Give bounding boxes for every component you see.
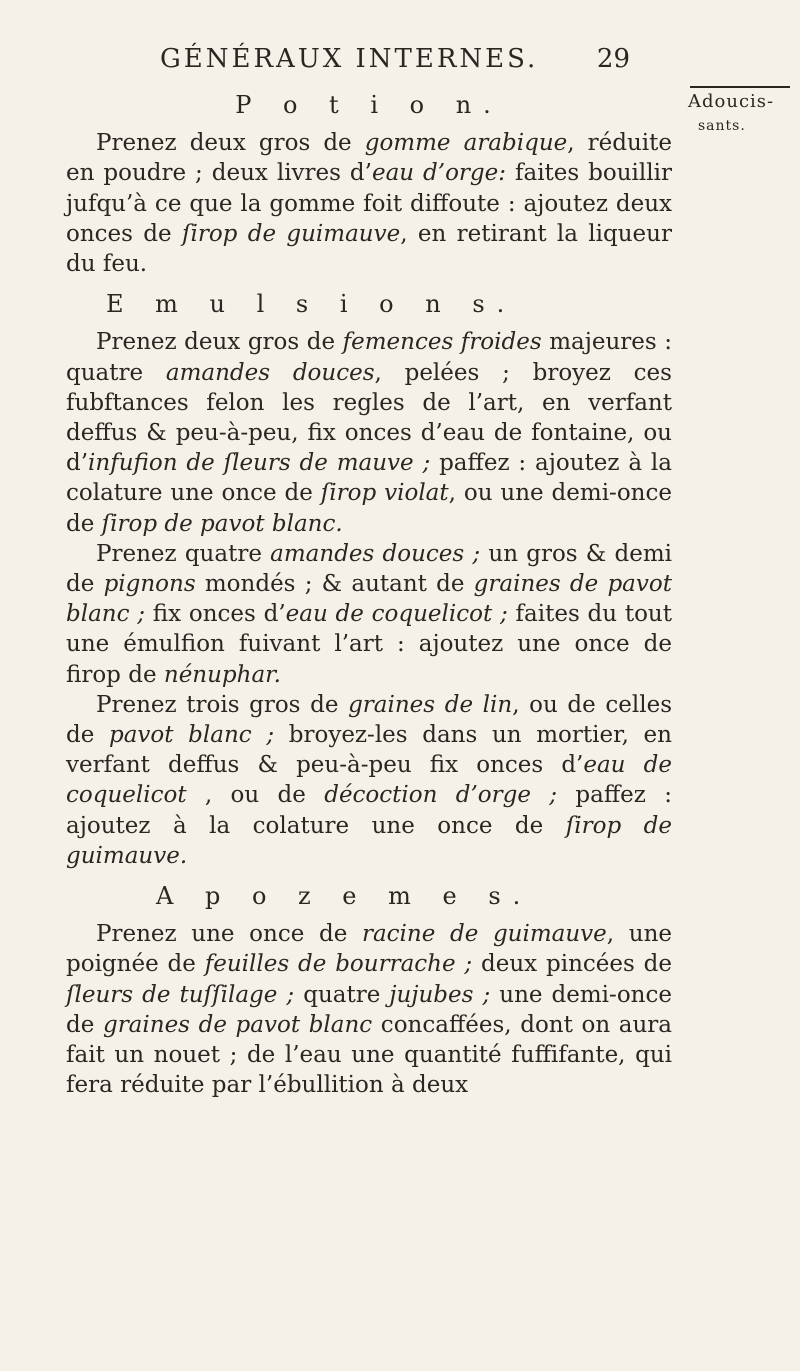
paragraph-apozeme-1: Prenez une once de racine de guimauve, une poignée de feuilles de bourrache ; deux pincées de ſleurs de tuſſilage ; quatre jujubes ; une demi-once de graines de pavot blanc concaffées, dont on aura fait un nouet ; de l’eau une quantité fuffifante, qui fera réduite par l’ébullition à deux — [66, 921, 672, 1099]
paragraph-emulsion-2: Prenez quatre amandes douces ; un gros & demi de pignons mondés ; & autant de graines de pavot blanc ; fix onces d’eau de coquelicot ; faites du tout une émulfion fuivant l’art : ajoutez une once de firop de nénuphar. — [66, 540, 672, 688]
running-title: GÉNÉRAUX INTERNES. — [160, 44, 539, 74]
margin-note-line1: Adoucis- — [688, 91, 775, 112]
heading-apozemes: A p o z e m e s. — [156, 882, 533, 911]
main-text — [66, 88, 672, 1101]
margin-rule — [690, 86, 790, 88]
margin-note-line2: sants. — [698, 118, 746, 134]
heading-potion: P o t i o n. — [235, 91, 503, 119]
margin-note — [688, 90, 774, 138]
page-number: 29 — [596, 44, 630, 74]
paragraph-potion: Prenez deux gros de gomme arabique, réduite en poudre ; deux livres d’eau d’orge: faites bouillir jufqu’à ce que la gomme foit diffoute : ajoutez deux onces de ſirop de guimauve, en retirant la liqueur du feu. — [66, 130, 672, 278]
paragraph-emulsion-3: Prenez trois gros de graines de lin, ou de celles de pavot blanc ; broyez-les dans un mortier, en verfant deffus & peu-à-peu fix onces d’eau de coquelicot , ou de décoction d’orge ; paffez : ajoutez à la colature une once de ſirop de guimauve. — [66, 691, 672, 869]
running-head — [160, 44, 630, 74]
paragraph-emulsion-1: Prenez deux gros de femences froides majeures : quatre amandes douces, pelées ; broyez ces fubftances felon les regles de l’art, en verfant deffus & peu-à-peu, fix onces d’eau de fontaine, ou d’infufion de ſleurs de mauve ; paffez : ajoutez à la colature une once de ſirop violat, ou une demi-once de ſirop de pavot blanc. — [66, 329, 672, 537]
heading-emulsions: E m u l s i o n s. — [106, 290, 517, 319]
